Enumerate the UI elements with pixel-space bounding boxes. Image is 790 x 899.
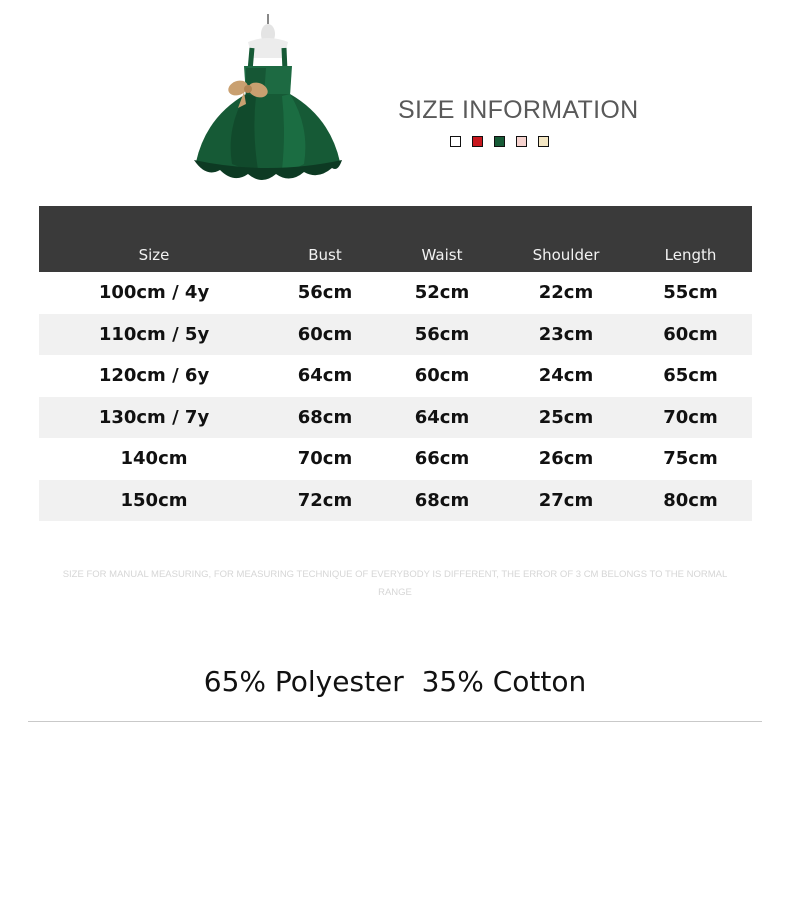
cell-shoulder: 25cm bbox=[503, 397, 629, 439]
cell-bust: 70cm bbox=[297, 448, 353, 470]
swatch-green bbox=[494, 136, 505, 147]
cell-length: 70cm bbox=[629, 397, 752, 439]
swatch-white bbox=[450, 136, 461, 147]
cell-shoulder: 22cm bbox=[538, 282, 594, 304]
table-header-row bbox=[39, 206, 752, 272]
table-row bbox=[39, 397, 752, 439]
cell-bust: 68cm bbox=[269, 397, 381, 439]
divider bbox=[28, 721, 762, 722]
cell-bust: 72cm bbox=[269, 480, 381, 522]
cell-length: 80cm bbox=[629, 480, 752, 522]
dress-image bbox=[186, 12, 350, 187]
cell-shoulder: 27cm bbox=[503, 480, 629, 522]
size-information-title: SIZE INFORMATION bbox=[398, 96, 639, 124]
cell-length: 55cm bbox=[663, 282, 718, 304]
table-row bbox=[39, 355, 752, 397]
table-row bbox=[39, 272, 752, 314]
table-row bbox=[39, 438, 752, 480]
header-bust: Bust bbox=[269, 206, 381, 272]
header-shoulder: Shoulder bbox=[503, 206, 629, 272]
cell-size: 120cm / 6y bbox=[98, 365, 210, 387]
cell-waist: 68cm bbox=[381, 480, 503, 522]
cell-waist: 56cm bbox=[381, 314, 503, 356]
cell-waist: 52cm bbox=[414, 282, 470, 304]
table-row bbox=[39, 480, 752, 522]
cell-size: 130cm / 7y bbox=[39, 397, 269, 439]
cell-bust: 56cm bbox=[297, 282, 353, 304]
cell-waist: 64cm bbox=[381, 397, 503, 439]
cell-waist: 66cm bbox=[414, 448, 470, 470]
table-row bbox=[39, 314, 752, 356]
cell-size: 150cm bbox=[39, 480, 269, 522]
swatch-champagne bbox=[538, 136, 549, 147]
cell-waist: 60cm bbox=[414, 365, 470, 387]
color-swatches bbox=[450, 136, 549, 147]
cell-length: 75cm bbox=[663, 448, 718, 470]
size-table bbox=[39, 206, 752, 521]
cell-shoulder: 24cm bbox=[538, 365, 594, 387]
cell-size: 100cm / 4y bbox=[98, 282, 210, 304]
cell-shoulder: 23cm bbox=[503, 314, 629, 356]
cell-size: 140cm bbox=[120, 448, 188, 470]
swatch-pink bbox=[516, 136, 527, 147]
cell-length: 60cm bbox=[629, 314, 752, 356]
material-composition: 65% Polyester 35% Cotton bbox=[203, 665, 587, 698]
cell-bust: 60cm bbox=[269, 314, 381, 356]
cell-bust: 64cm bbox=[297, 365, 353, 387]
header-size: Size bbox=[39, 206, 269, 272]
header-length: Length bbox=[629, 206, 752, 272]
cell-length: 65cm bbox=[663, 365, 718, 387]
swatch-red bbox=[472, 136, 483, 147]
cell-size: 110cm / 5y bbox=[39, 314, 269, 356]
measurement-note: SIZE FOR MANUAL MEASURING, FOR MEASURING TECHNIQUE OF EVERYBODY IS DIFFERENT, THE ERROR OF 3 CM BELONGS TO THE NORMAL RANGE bbox=[62, 569, 728, 598]
cell-shoulder: 26cm bbox=[538, 448, 594, 470]
header-waist: Waist bbox=[381, 206, 503, 272]
